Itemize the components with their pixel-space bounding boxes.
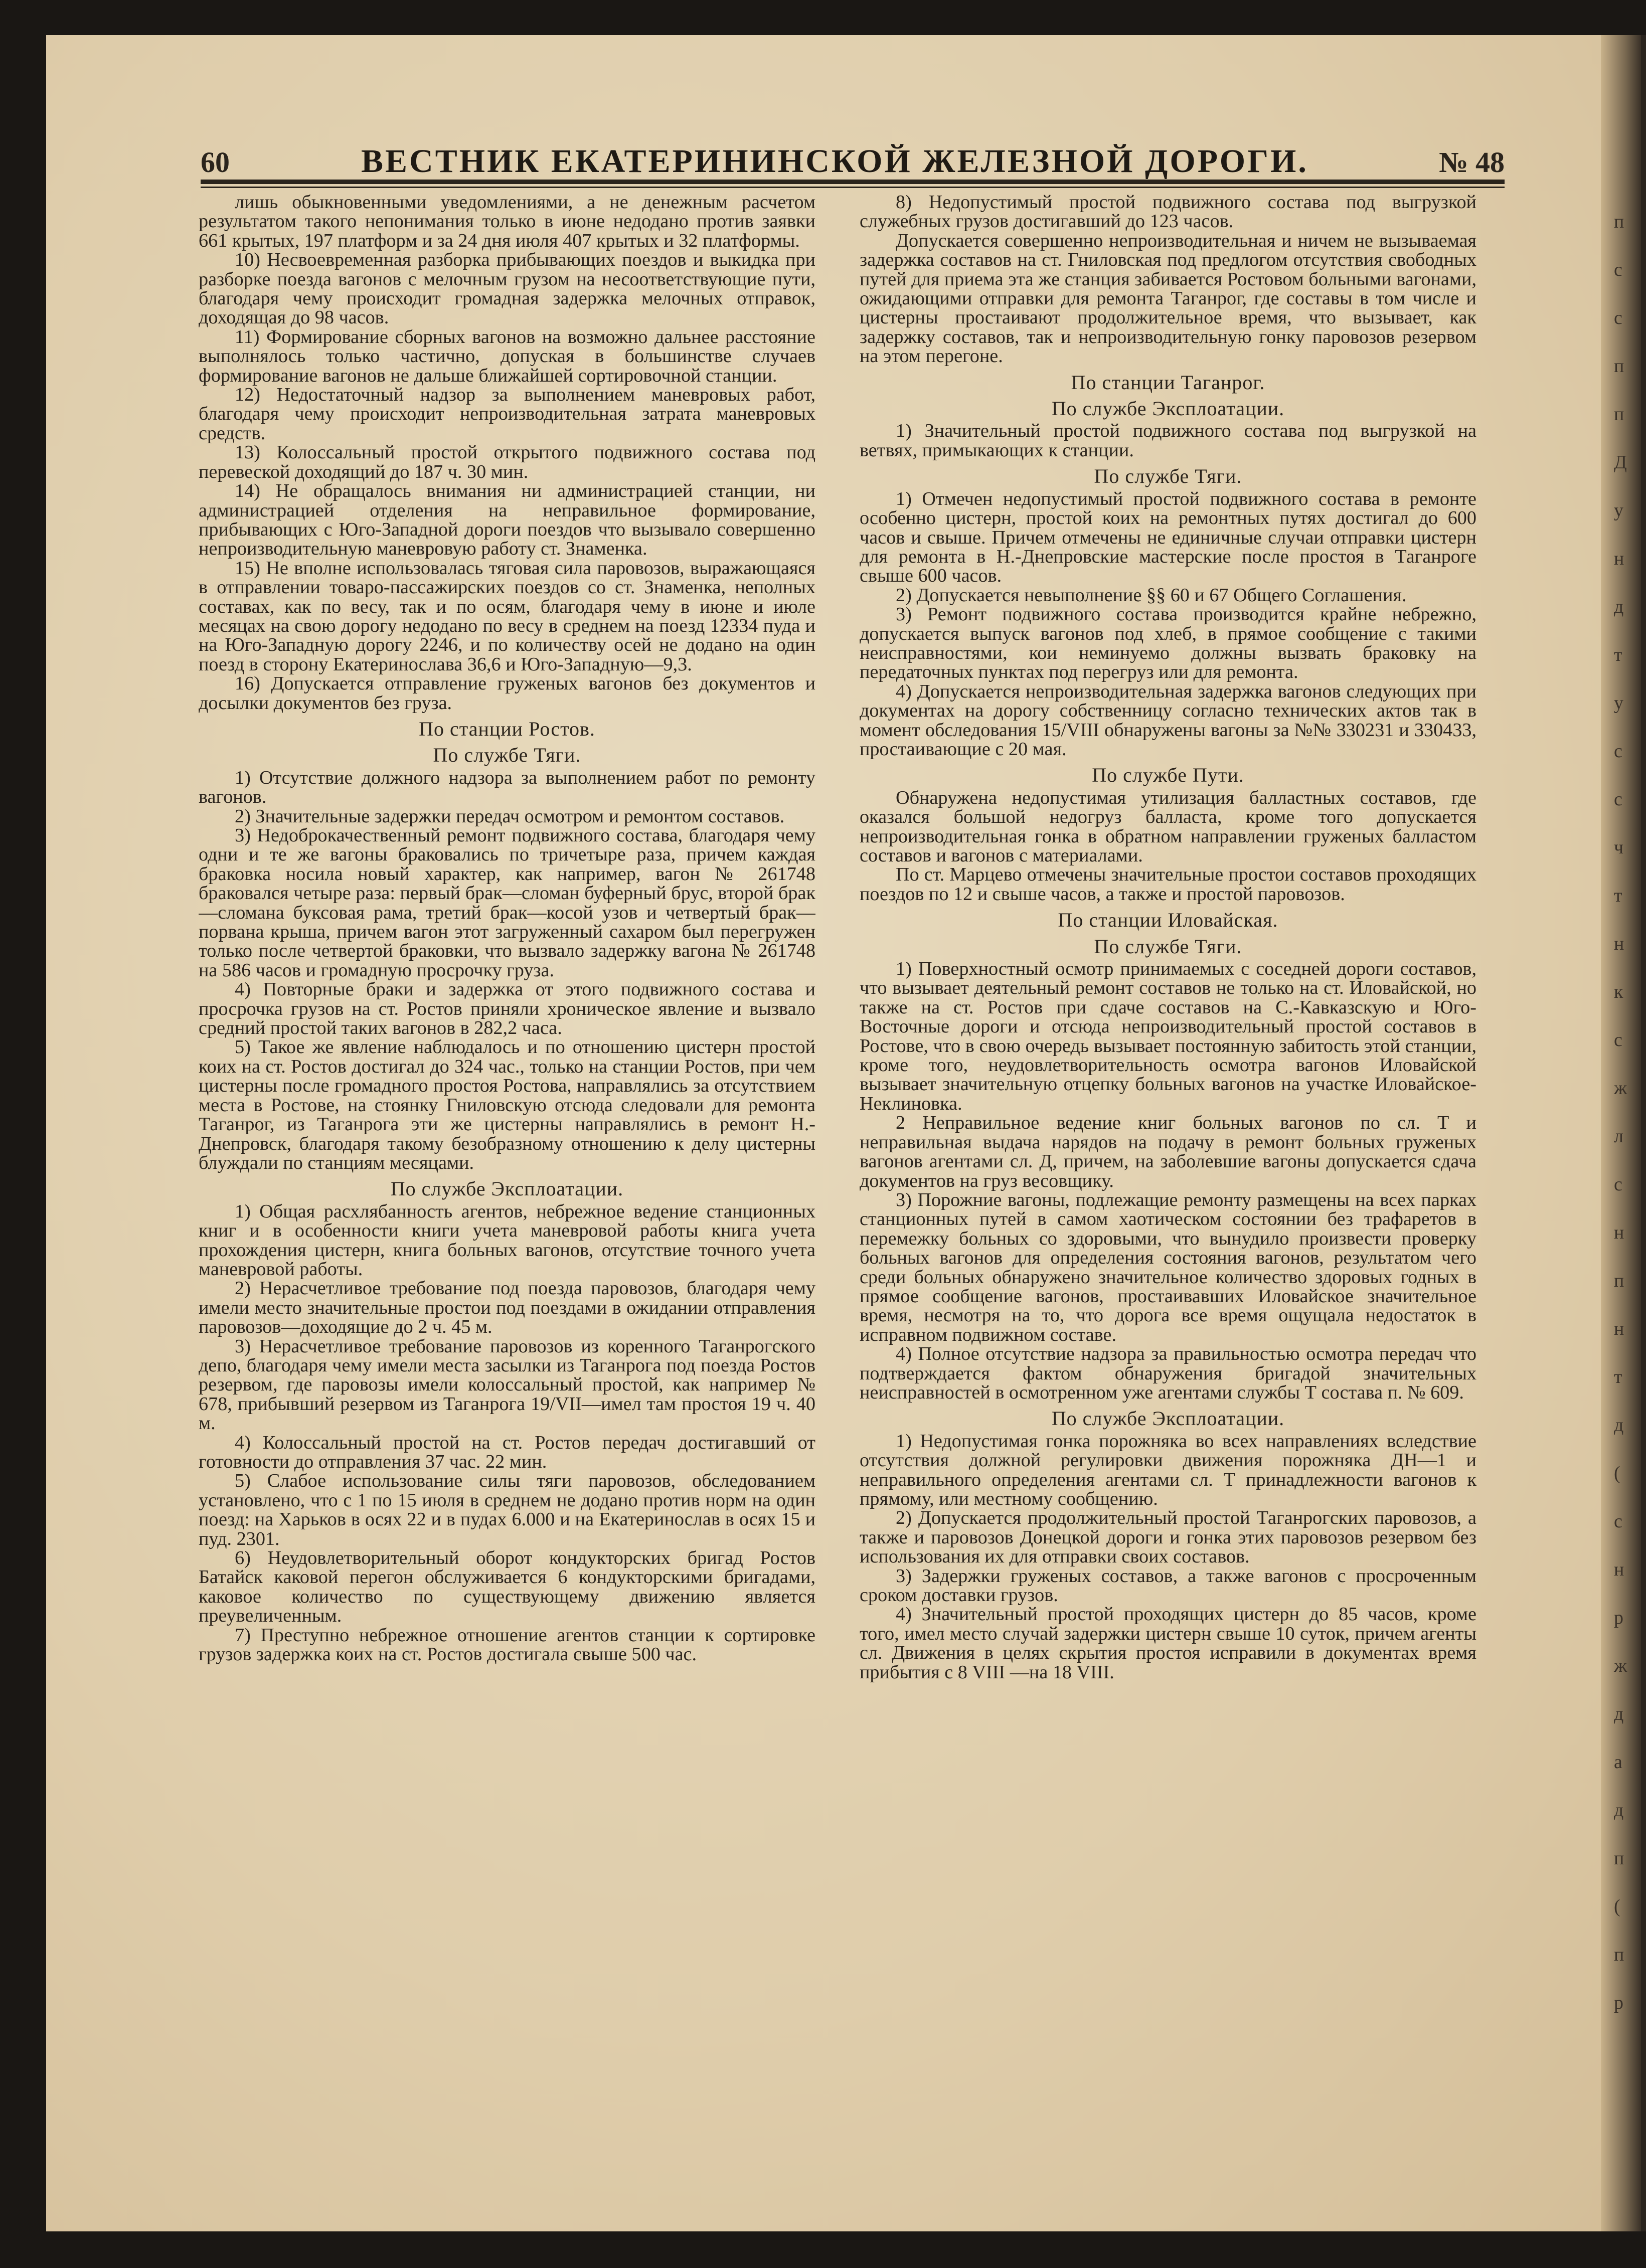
section-heading: По службе Эксплоатации.	[390, 1177, 624, 1200]
facing-page-letter: п	[1614, 1944, 1624, 1965]
paragraph: 2) Нерасчетливое требование под поезда паровозов, благодаря чему имели место значительные простои под поездами в ожидании отправления паровозов—доходящие до 2 ч. 45 м.	[199, 1278, 815, 1338]
facing-page-letter: ч	[1614, 837, 1624, 858]
section-heading: По службе Тяги.	[1094, 935, 1242, 958]
paragraph: 8) Недопустимый простой подвижного состава под выгрузкой служебных грузов достигавший до 123 часов.	[860, 193, 1476, 232]
facing-page-letter: п	[1614, 1848, 1624, 1869]
facing-page-letter: ж	[1614, 1655, 1627, 1676]
facing-page-letter: а	[1614, 1752, 1622, 1773]
facing-page-letter: (	[1614, 1463, 1620, 1484]
paragraph: 1) Значительный простой подвижного состава под выгрузкой на ветвях, примыкающих к станции.	[860, 420, 1476, 461]
section-heading: По службе Пути.	[1092, 764, 1244, 787]
paragraph: 4) Повторные браки и задержка от этого подвижного состава и просрочка грузов на ст. Ростов приняли хроническое явление и вызвало средний простой таких вагонов в 282,2 часа.	[199, 979, 815, 1039]
facing-page-letter: д	[1614, 1415, 1624, 1436]
section-heading: По службе Эксплоатации.	[1051, 1407, 1285, 1430]
paragraph: 1) Недопустимая гонка порожняка во всех направлениях вследствие отсутствия должной регулировки движения порожняка ДН—1 и неправильного определения агентами сл. Т принадлежности вагонов к прямому, или местному сообщению.	[860, 1430, 1476, 1509]
facing-page-letter: с	[1614, 1174, 1622, 1195]
paragraph: 4) Значительный простой проходящих цистерн до 85 часов, кроме того, имел место случай задержки цистерн свыше 10 суток, причем агенты сл. Движения в целях скрытия простоя исправили в документах время прибытия с 8 VIII —на 18 VIII.	[860, 1604, 1476, 1683]
paragraph: 2 Неправильное ведение книг больных вагонов по сл. Т и неправильная выдача нарядов на подачу в ремонт больных груженых вагонов агентами сл. Д, причем, на заболевшие вагоны допускается сдача документов на груз весовщику.	[860, 1112, 1476, 1191]
section-heading: По службе Эксплоатации.	[1051, 397, 1285, 420]
facing-page-letter: р	[1614, 1992, 1623, 2013]
header-rule-thick	[201, 180, 1505, 184]
facing-page-letter: п	[1614, 1270, 1624, 1291]
facing-page-letter: н	[1614, 933, 1624, 954]
paragraph: 1) Общая расхлябанность агентов, небрежное ведение станционных книг и в особенности книги учета маневровой работы книга учета прохождения цистерн, книга больных вагонов, отсутствие точного учета маневровой работы.	[199, 1200, 815, 1280]
paragraph: 16) Допускается отправление груженых вагонов без документов и досылки документов без груза.	[199, 673, 815, 714]
facing-page-letter: с	[1614, 307, 1622, 328]
section-heading: По станции Иловайская.	[1058, 909, 1278, 932]
facing-page-letter: у	[1614, 692, 1623, 714]
paragraph: 5) Такое же явление наблюдалось и по отношению цистерн простой коих на ст. Ростов достигал до 324 час., только на станции Ростов, при чем цистерны после громадного простоя Ростова, направлялись за отсутствием места в Ростове, на стоянку Гниловскую отсюда следовали для ремонта Таганрог, из Таганрога эти же цистерны направлялись в ремонт Н.-Днепровск, благодаря такому безобразному отношению к делу цистерны блуждали по станциям месяцами.	[199, 1036, 815, 1173]
facing-page-letter: с	[1614, 259, 1622, 280]
facing-page-letter: у	[1614, 500, 1623, 521]
facing-page-letter: н	[1614, 1222, 1624, 1243]
paragraph: 6) Неудовлетворительный оборот кондукторских бригад Ростов Батайск каковой перегон обслуживается 6 кондукторскими бригадами, каковое количество по существующему движению является преувеличенным.	[199, 1547, 815, 1627]
paragraph: 2) Допускается невыполнение §§ 60 и 67 Общего Соглашения.	[896, 584, 1407, 606]
facing-page-letter: с	[1614, 1029, 1622, 1051]
paragraph: 10) Несвоевременная разборка прибывающих поездов и выкидка при разборке поезда вагонов с мелочным грузом на несоответствующие пути, благодаря чему происходит громадная задержка мелочных отправок, доходящая до 98 часов.	[199, 249, 815, 328]
paragraph: 2) Значительные задержки передач осмотром и ремонтом составов.	[235, 805, 785, 827]
facing-page-letter: л	[1614, 1126, 1623, 1147]
paragraph: 1) Поверхностный осмотр принимаемых с соседней дороги составов, что вызывает деятельный ремонт составов не только на ст. Иловайской, но также на ст. Ростов при сдаче составов на С.-Кавказскую и Юго-Восточные дороги и отсюда непроизводительный простой составов в Ростове, что в свою очередь вызывает постоянную забитость этой станции, кроме того, неудовлетворительность осмотра вагонов Иловайской вызывает значительную отцепку больных вагонов на участке Иловайское-Неклиновка.	[860, 958, 1476, 1114]
left-column	[199, 193, 815, 1958]
paragraph: 2) Допускается продолжительный простой Таганрогских паровозов, а также и паровозов Донецкой дороги и гонка этих паровозов резервом без использования их для отправки своих составов.	[860, 1507, 1476, 1567]
paragraph: 15) Не вполне использовалась тяговая сила паровозов, выражающаяся в отправлении товаро-пассажирских поездов со ст. Знаменка, неполных составах, как по весу, так и по осям, благодаря чему в июне и июле месяцах на свою дорогу недодано по весу в среднем на поезд 12334 пуда и на Юго-Западную дорогу 2246, и по количеству осей не додано на один поезд в сторону Екатеринослава 36,6 и Юго-Западную—9,3.	[199, 557, 815, 675]
paragraph: 4) Допускается непроизводительная задержка вагонов следующих при документах на дорогу собственницу согласно технических актов так в момент обследования 15/VIII обнаружены вагоны за №№ 330231 и 330433, простаивающие с 20 мая.	[860, 680, 1476, 760]
paragraph: По ст. Марцево отмечены значительные простои составов проходящих поездов по 12 и свыше часов, а также и простой паровозов.	[860, 864, 1476, 905]
paragraph: 14) Не обращалось внимания ни администрацией станции, ни администрацией отделения на неправильное формирование, прибывающих с Юго-Западной дороги поездов что вызывало совершенно непроизводительную маневровую работу ст. Знаменка.	[199, 480, 815, 560]
issue-number: № 48	[1439, 146, 1505, 179]
facing-page-letter: н	[1614, 1559, 1624, 1580]
facing-page-letter: п	[1614, 356, 1624, 377]
paragraph: Допускается совершенно непроизводительная и ничем не вызываемая задержка составов на ст. Гниловская под предлогом отсутствия свободных путей для приема эта же станция забивается Ростовом больными вагонами, ожидающими отправки для ремонта Таганрог, где составы в том числе и цистерны простаивают продолжительное время, что вызывает, как задержку составов, так и непроизводительную гонку паровозов резервом на этом перегоне.	[860, 230, 1476, 367]
masthead-title: ВЕСТНИК ЕКАТЕРИНИНСКОЙ ЖЕЛЕЗНОЙ ДОРОГИ.	[361, 143, 1308, 180]
paragraph: Обнаружена недопустимая утилизация балластных составов, где оказался большой недогруз балласта, кроме того допускается непроизводительная гонка в обратном направлении груженых балластом составов и вагонов с материалами.	[860, 787, 1476, 866]
paragraph: 11) Формирование сборных вагонов на возможно дальнее расстояние выполнялось только частично, допуская в большинстве случаев формирование вагонов не дальше ближайшей сортировочной станции.	[199, 326, 815, 386]
section-heading: По станции Ростов.	[419, 717, 595, 740]
paragraph: 4) Полное отсутствие надзора за правильностью осмотра передач что подтверждается фактом обнаружения бригадой значительных неисправностей в осмотренном уже агентами службы Т состава п. № 609.	[860, 1343, 1476, 1403]
facing-page-letter: т	[1614, 644, 1622, 665]
right-column	[860, 193, 1476, 1958]
facing-page-letter: п	[1614, 211, 1624, 232]
facing-page-letter: д	[1614, 1800, 1624, 1821]
facing-page-letter: н	[1614, 548, 1624, 569]
section-heading: По службе Тяги.	[1094, 465, 1242, 488]
facing-page-letter: с	[1614, 741, 1622, 762]
page-number: 60	[201, 146, 230, 179]
facing-page-letter: т	[1614, 1366, 1622, 1387]
facing-page-fragment	[1614, 211, 1644, 2116]
paragraph: 12) Недостаточный надзор за выполнением маневровых работ, благодаря чему происходит непроизводительная затрата маневровых средств.	[199, 384, 815, 444]
paragraph: 1) Отмечен недопустимый простой подвижного состава в ремонте особенно цистерн, простой коих на ремонтных путях достигал до 600 часов и свыше. Причем отмечены не единичные случаи отправки цистерн для ремонта в Н.-Днепровские мастерские после простоя в Таганроге свыше 600 часов.	[860, 488, 1476, 587]
paragraph: 3) Порожние вагоны, подлежащие ремонту размещены на всех парках станционных путей в самом хаотическом состоянии без трафаретов в перемежку больных со здоровыми, что вынудило произвести проверку больных вагонов для определения состояния вагонов, результатом чего среди больных обнаружено значительное количество здоровых годных в прямое сообщение вагонов, простаивавших Иловайское значительное время, несмотря на то, что дорога все время ощущала недостаток в исправном подвижном составе.	[860, 1189, 1476, 1345]
facing-page-letter: с	[1614, 789, 1622, 810]
paragraph: лишь обыкновенными уведомлениями, а не денежным расчетом результатом такого непонимания только в июне недодано против заявки 661 крытых, 197 платформ и за 24 дня июля 407 крытых и 32 платформы.	[199, 193, 815, 251]
paragraph: 7) Преступно небрежное отношение агентов станции к сортировке грузов задержка коих на ст. Ростов достигала свыше 500 час.	[199, 1624, 815, 1665]
facing-page-letter: к	[1614, 981, 1623, 1002]
header-rule-thin	[201, 187, 1505, 188]
facing-page-letter: д	[1614, 596, 1624, 617]
section-heading: По службе Тяги.	[433, 744, 581, 767]
facing-page-letter: п	[1614, 404, 1624, 425]
section-heading: По станции Таганрог.	[1071, 371, 1265, 394]
facing-page-letter: д	[1614, 1703, 1624, 1724]
paragraph: 3) Ремонт подвижного состава производится крайне небрежно, допускается выпуск вагонов под хлеб, в прямое сообщение с такими неисправностями, кои неминуемо должны вызвать браковку на передаточных пунктах под перегруз или для ремонта.	[860, 604, 1476, 683]
facing-page-letter: (	[1614, 1896, 1620, 1917]
paragraph: 4) Колоссальный простой на ст. Ростов передач достигавший от готовности до отправления 37 час. 22 мин.	[199, 1432, 815, 1472]
paragraph: 5) Слабое использование силы тяги паровозов, обследованием установлено, что с 1 по 15 июля в среднем не додано против норм на один поезд: на Харьков в осях 22 и в пудах 6.000 и на Екатеринослав в осях 15 и пуд. 2301.	[199, 1470, 815, 1549]
paragraph: 3) Задержки груженых составов, а также вагонов с просроченным сроком доставки грузов.	[860, 1565, 1476, 1606]
facing-page-letter: с	[1614, 1511, 1622, 1532]
paragraph: 3) Нерасчетливое требование паровозов из коренного Таганрогского депо, благодаря чему имели места засылки из Таганрога под поезда Ростов резервом, где паровозы имели колоссальный простой, как например № 678, прибывший резервом из Таганрога 19/VII—имел там простоя 19 ч. 40 м.	[199, 1335, 815, 1434]
facing-page-letter: Д	[1614, 452, 1627, 473]
paragraph: 3) Недоброкачественный ремонт подвижного состава, благодаря чему одни и те же вагоны браковались по тричетыре раза, причем каждая браковка носила новый характер, как например, вагон № 261748 браковался четыре раза: первый брак—сломан буферный брус, второй брак—сломана буксовая рама, третий брак—косой узов и четвертый брак—порвана крыша, причем вагон этот загруженный сахаром был перегружен только после четвертой браковки, что вызвало задержку вагона № 261748 на 586 часов и громадную просрочку груза.	[199, 825, 815, 981]
paragraph: 1) Отсутствие должного надзора за выполнением работ по ремонту вагонов.	[199, 767, 815, 808]
facing-page-letter: т	[1614, 885, 1622, 906]
paragraph: 13) Колоссальный простой открытого подвижного состава под перевеской доходящий до 187 ч. 30 мин.	[199, 442, 815, 482]
facing-page-letter: р	[1614, 1607, 1623, 1628]
facing-page-letter: н	[1614, 1318, 1624, 1339]
facing-page-letter: ж	[1614, 1078, 1627, 1099]
